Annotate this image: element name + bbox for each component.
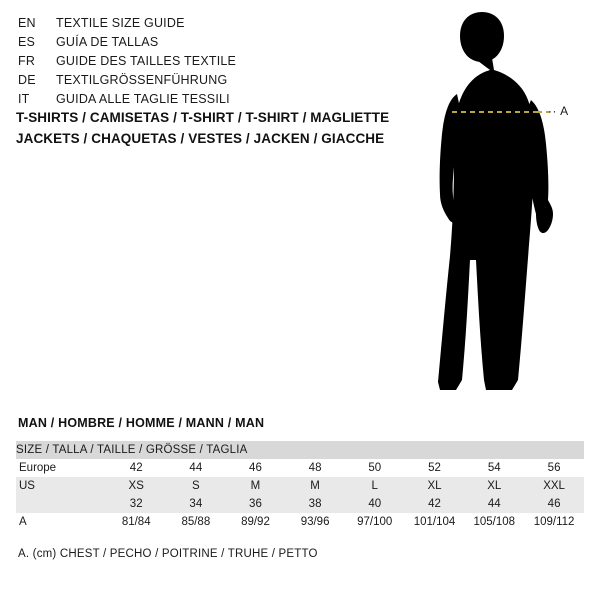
table-cell: 54	[464, 459, 524, 477]
table-cell: XL	[405, 477, 465, 495]
size-table	[16, 441, 584, 531]
table-header-row	[16, 441, 584, 459]
measure-letter: A	[560, 104, 569, 118]
category-jackets: JACKETS / CHAQUETAS / VESTES / JACKEN / GIACCHE	[16, 131, 385, 146]
category-tshirts: T-SHIRTS / CAMISETAS / T-SHIRT / T-SHIRT / MAGLIETTE	[16, 110, 390, 125]
language-code: IT	[18, 92, 30, 106]
table-cell: L	[345, 477, 405, 495]
row-label: US	[16, 477, 106, 495]
table-cell: 89/92	[226, 513, 286, 531]
table-cell: 42	[106, 459, 166, 477]
table-cell: 36	[226, 495, 286, 513]
language-text: TEXTILE SIZE GUIDE	[56, 16, 185, 30]
table-cell: XL	[464, 477, 524, 495]
row-label: A	[16, 513, 106, 531]
table-cell: 32	[106, 495, 166, 513]
table-cell: XXL	[524, 477, 584, 495]
chest-measure-label	[548, 104, 569, 118]
language-row	[18, 92, 378, 111]
language-code: FR	[18, 54, 36, 68]
language-list	[18, 16, 378, 111]
row-label	[16, 495, 106, 513]
language-text: GUIDE DES TAILLES TEXTILE	[56, 54, 237, 68]
table-cell: 85/88	[166, 513, 226, 531]
language-row	[18, 73, 378, 92]
table-group-title: MAN / HOMBRE / HOMME / MANN / MAN	[18, 416, 265, 430]
table-cell: 40	[345, 495, 405, 513]
table-footnote: A. (cm) CHEST / PECHO / POITRINE / TRUHE / PETTO	[18, 548, 318, 560]
language-text: TEXTILGRÖSSENFÜHRUNG	[56, 73, 228, 87]
language-row	[18, 16, 378, 35]
language-row	[18, 35, 378, 54]
language-row	[18, 54, 378, 73]
table-cell: 52	[405, 459, 465, 477]
table-cell: 56	[524, 459, 584, 477]
table-cell: 97/100	[345, 513, 405, 531]
table-cell: 109/112	[524, 513, 584, 531]
table-cell: M	[285, 477, 345, 495]
table-row	[16, 513, 584, 531]
table-cell: 38	[285, 495, 345, 513]
table-row	[16, 477, 584, 495]
table-header-label: SIZE / TALLA / TAILLE / GRÖSSE / TAGLIA	[16, 441, 584, 459]
language-text: GUÍA DE TALLAS	[56, 35, 159, 49]
table-row	[16, 459, 584, 477]
table-cell: 101/104	[405, 513, 465, 531]
language-code: DE	[18, 73, 36, 87]
category-list	[16, 110, 416, 152]
table-cell: 105/108	[464, 513, 524, 531]
measure-dash: ··	[548, 104, 557, 118]
table-cell: 44	[166, 459, 226, 477]
table-cell: XS	[106, 477, 166, 495]
language-text: GUIDA ALLE TAGLIE TESSILI	[56, 92, 230, 106]
language-code: ES	[18, 35, 36, 49]
table-row	[16, 495, 584, 513]
table-cell: 48	[285, 459, 345, 477]
table-cell: 93/96	[285, 513, 345, 531]
table-cell: 81/84	[106, 513, 166, 531]
table-cell: 34	[166, 495, 226, 513]
table-cell: 42	[405, 495, 465, 513]
male-silhouette-illustration	[400, 8, 600, 408]
table-cell: 46	[524, 495, 584, 513]
table-cell: 44	[464, 495, 524, 513]
language-code: EN	[18, 16, 36, 30]
table-cell: 46	[226, 459, 286, 477]
row-label: Europe	[16, 459, 106, 477]
table-cell: S	[166, 477, 226, 495]
table-cell: M	[226, 477, 286, 495]
silhouette-icon	[400, 8, 600, 408]
table-cell: 50	[345, 459, 405, 477]
